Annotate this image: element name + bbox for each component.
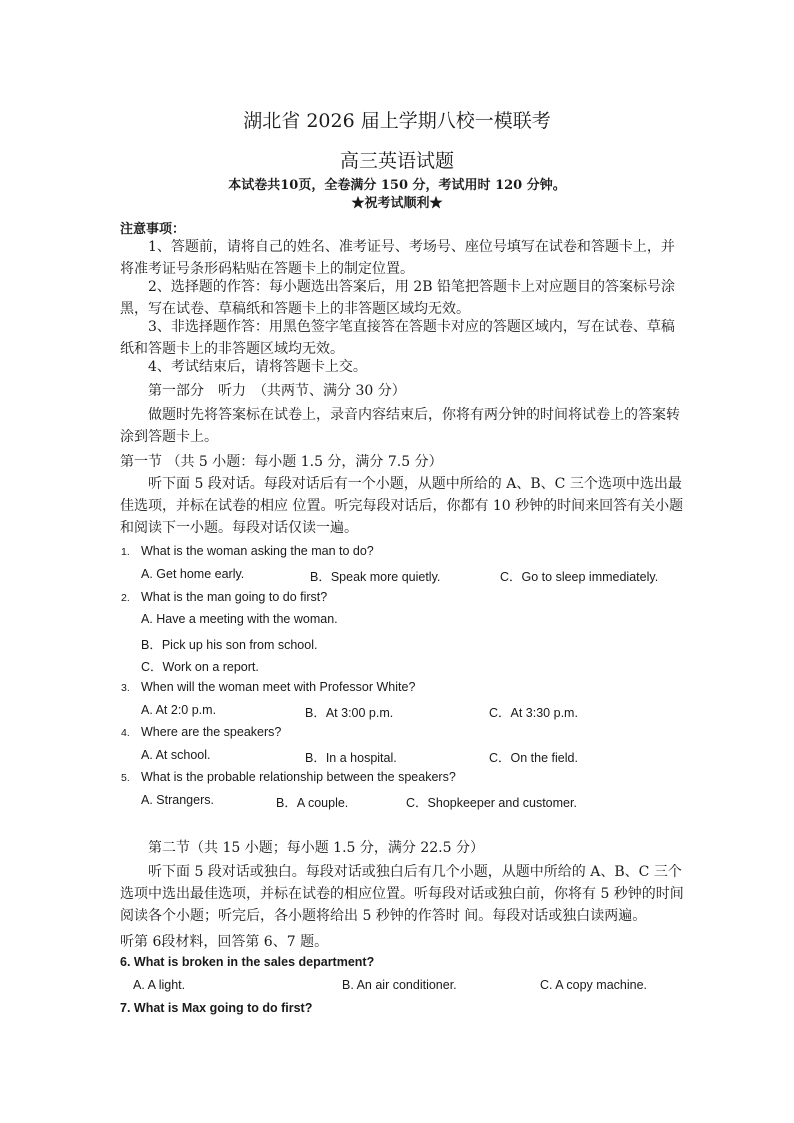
question-1	[121, 544, 374, 558]
section2-sub: 听第 6段材料，回答第 6、7 题。	[120, 934, 329, 950]
exam-title: 湖北省 2026 届上学期八校一模联考	[243, 110, 551, 132]
exam-wish: ★祝考试顺利★	[351, 196, 443, 211]
question-5	[121, 770, 456, 784]
section1-instruction-text: 听下面 5 段对话。每段对话后有一个小题，从题中所给的 A、B、C 三个选项中选出最佳选项，并标在试卷的相应 位置。听完每段对话后，你都有 10 秒钟的时间来回答有关小题和阅读下一小题。每段对话仅读一遍。	[120, 476, 684, 536]
question-2	[121, 590, 327, 604]
q5-option-b: B．A couple.	[276, 796, 349, 810]
notice-heading: 注意事项：	[120, 222, 186, 237]
part1-instruction-text: 做题时先将答案标在试卷上，录音内容结束后，你将有两分钟的时间将试卷上的答案转涂到答题卡上。	[120, 407, 680, 445]
part1-instruction	[120, 404, 685, 448]
question-text: Where are the speakers?	[141, 725, 282, 739]
question-text: What is the probable relationship between the speakers?	[141, 770, 456, 784]
section1-heading: 第一节 （共 5 小题：每小题 1.5 分，满分 7.5 分）	[120, 454, 443, 470]
notice-item-3	[120, 316, 685, 360]
question-number: 4.	[121, 727, 130, 739]
q2-option-c: C．Work on a report.	[141, 660, 259, 674]
notice-item-3-text: 3、非选择题作答：用黑色签字笔直接答在答题卡对应的答题区域内，写在试卷、草稿纸和答题卡上的非答题区域均无效。	[120, 319, 675, 357]
question-text: When will the woman meet with Professor White?	[141, 680, 416, 694]
notice-item-2-text: 2、选择题的作答：每小题选出答案后，用 2B 铅笔把答题卡上对应题目的答案标号涂黑，写在试卷、草稿纸和答题卡上的非答题区域均无效。	[120, 279, 676, 317]
q2-option-a: A. Have a meeting with the woman.	[141, 612, 338, 626]
part1-heading: 第一部分 听力 （共两节、满分 30 分）	[148, 383, 406, 399]
q5-option-a: A. Strangers.	[141, 793, 214, 807]
q4-option-a: A. At school.	[141, 748, 211, 762]
notice-item-4	[120, 356, 685, 378]
q5-option-c: C．Shopkeeper and customer.	[406, 796, 577, 810]
notice-item-1	[120, 236, 685, 280]
section2-instruction	[120, 861, 685, 927]
question-6: 6. What is broken in the sales department?	[120, 955, 375, 969]
question-text: What is the man going to do first?	[141, 590, 328, 604]
q4-option-b: B．In a hospital.	[305, 751, 397, 765]
question-number: 2.	[121, 592, 130, 604]
q3-option-c: C．At 3:30 p.m.	[489, 706, 578, 720]
q6-option-c: C. A copy machine.	[540, 978, 648, 992]
question-7: 7. What is Max going to do first?	[120, 1001, 313, 1015]
question-text: What is the woman asking the man to do?	[141, 544, 374, 558]
section2-heading: 第二节（共 15 小题；每小题 1.5 分，满分 22.5 分）	[148, 840, 484, 856]
q1-option-b: B．Speak more quietly.	[310, 570, 441, 584]
section1-instruction	[120, 473, 685, 539]
question-number: 3.	[121, 682, 130, 694]
question-number: 1.	[121, 546, 130, 558]
q6-option-a: A. A light.	[133, 978, 186, 992]
notice-item-1-text: 1、答题前，请将自己的姓名、准考证号、考场号、座位号填写在试卷和答题卡上，并将准考证号条形码粘贴在答题卡上的制定位置。	[120, 239, 675, 277]
q1-option-a: A. Get home early.	[141, 567, 245, 581]
exam-subtitle: 高三英语试题	[339, 150, 454, 172]
question-4	[121, 725, 281, 739]
q3-option-a: A. At 2:0 p.m.	[141, 703, 217, 717]
question-3	[121, 680, 415, 694]
exam-info: 本试卷共10页，全卷满分 150 分，考试用时 120 分钟。	[228, 178, 566, 193]
q3-option-b: B．At 3:00 p.m.	[305, 706, 394, 720]
q6-option-b: B. An air conditioner.	[342, 978, 457, 992]
q2-option-b: B．Pick up his son from school.	[141, 638, 318, 652]
question-number: 5.	[121, 772, 130, 784]
notice-item-2	[120, 276, 685, 320]
q4-option-c: C．On the field.	[489, 751, 578, 765]
q1-option-c: C．Go to sleep immediately.	[500, 570, 659, 584]
section2-instruction-text: 听下面 5 段对话或独白。每段对话或独白后有几个小题，从题中所给的 A、B、C 三个选项中选出最佳选项，并标在试卷的相应位置。听每段对话或独白前，你将有 5 秒钟的时间阅读各个小题；听完后，各小题将给出 5 秒钟的作答时 间。每段对话或独白读两遍。	[120, 864, 684, 924]
notice-item-4-text: 4、考试结束后，请将答题卡上交。	[148, 359, 367, 375]
